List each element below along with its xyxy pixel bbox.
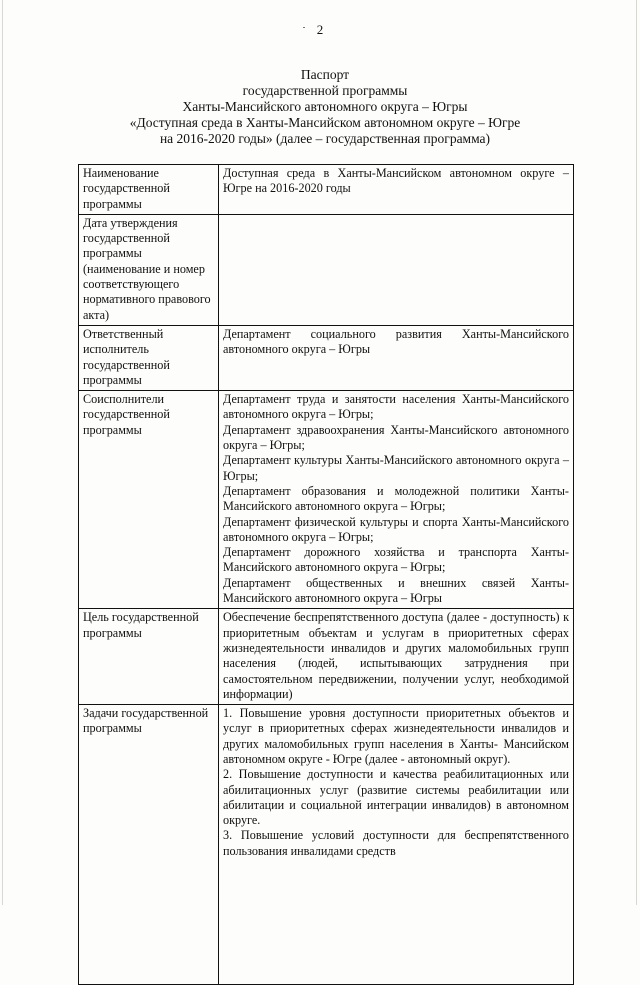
row-value	[219, 165, 574, 215]
row-value	[219, 391, 574, 609]
value-paragraph: Департамент дорожного хозяйства и транспорта Ханты-Мансийского автономного округа – Югры;	[223, 545, 569, 575]
value-paragraph: Департамент физической культуры и спорта Ханты-Мансийского автономного округа – Югры;	[223, 514, 569, 544]
title-line: Ханты-Мансийского автономного округа – Югры	[182, 99, 468, 114]
row-value	[219, 705, 574, 985]
table-row	[79, 391, 574, 609]
page-edge-right	[636, 0, 637, 905]
value-paragraph: Департамент социального развития Ханты-Мансийского автономного округа – Югры	[223, 326, 569, 357]
table-row	[79, 325, 574, 390]
row-label: Задачи государственной программы	[79, 705, 219, 985]
value-paragraph: Департамент здравоохранения Ханты-Мансийского автономного округа – Югры;	[223, 422, 569, 453]
table-row	[79, 705, 574, 985]
page-number: 2	[316, 22, 324, 37]
row-label: Соисполнители государственной программы	[79, 391, 219, 609]
title-line: на 2016-2020 годы» (далее – государственная программа)	[159, 131, 491, 146]
table-row	[79, 165, 574, 215]
value-paragraph: Обеспечение беспрепятственного доступа (далее - доступность) к приоритетным объектам и услугам в приоритетных сферах жизнедеятельности инвалидов и других маломобильных групп населения (людей, испытывающих затруднения при самостоятельном передвижении, получении услуг, необходимой информации)	[223, 610, 569, 701]
scan-speck	[303, 27, 305, 28]
row-value	[219, 609, 574, 705]
value-paragraph: Департамент общественных и внешних связей Ханты-Мансийского автономного округа – Югры	[223, 575, 569, 606]
table-row	[79, 214, 574, 325]
passport-table	[78, 164, 574, 985]
row-label: Цель государственной программы	[79, 609, 219, 705]
row-value-empty	[219, 214, 574, 325]
value-paragraph: Доступная среда в Ханты-Мансийском автономном округе – Югре на 2016-2020 годы	[223, 166, 569, 196]
title-line: государственной программы	[242, 83, 408, 98]
value-paragraph: Департамент образования и молодежной политики Ханты-Мансийского автономного округа – Югры;	[223, 483, 569, 514]
row-label: Наименование государственной программы	[79, 165, 219, 215]
table-row	[79, 609, 574, 705]
title-line: Паспорт	[300, 67, 350, 82]
value-paragraph: 2. Повышение доступности и качества реабилитационных или абилитационных услуг (развитие системы реабилитации или абилитации и социальной интеграции инвалидов) в автономном округе.	[223, 767, 569, 828]
page-edge-left	[2, 0, 3, 905]
value-paragraph: Департамент культуры Ханты-Мансийского автономного округа – Югры;	[223, 453, 569, 483]
value-paragraph: 3. Повышение условий доступности для беспрепятственного пользования инвалидами средств	[223, 828, 569, 858]
row-label: Ответственный исполнитель государственной программы	[79, 325, 219, 390]
value-paragraph: 1. Повышение уровня доступности приоритетных объектов и услуг в приоритетных сферах жизнедеятельности инвалидов и других маломобильных групп населения в Ханты- Мансийском автономном округе - Югре (далее - автономный округ).	[223, 706, 569, 766]
value-paragraph: Департамент труда и занятости населения Ханты-Мансийского автономного округа – Югры;	[223, 392, 569, 422]
row-value	[219, 325, 574, 390]
title-line: «Доступная среда в Ханты-Мансийском автономном округе – Югре	[129, 115, 521, 130]
document-title	[60, 67, 590, 147]
row-label: Дата утверждения государственной программы (наименование и номер соответствующего нормативного правового акта)	[79, 214, 219, 325]
